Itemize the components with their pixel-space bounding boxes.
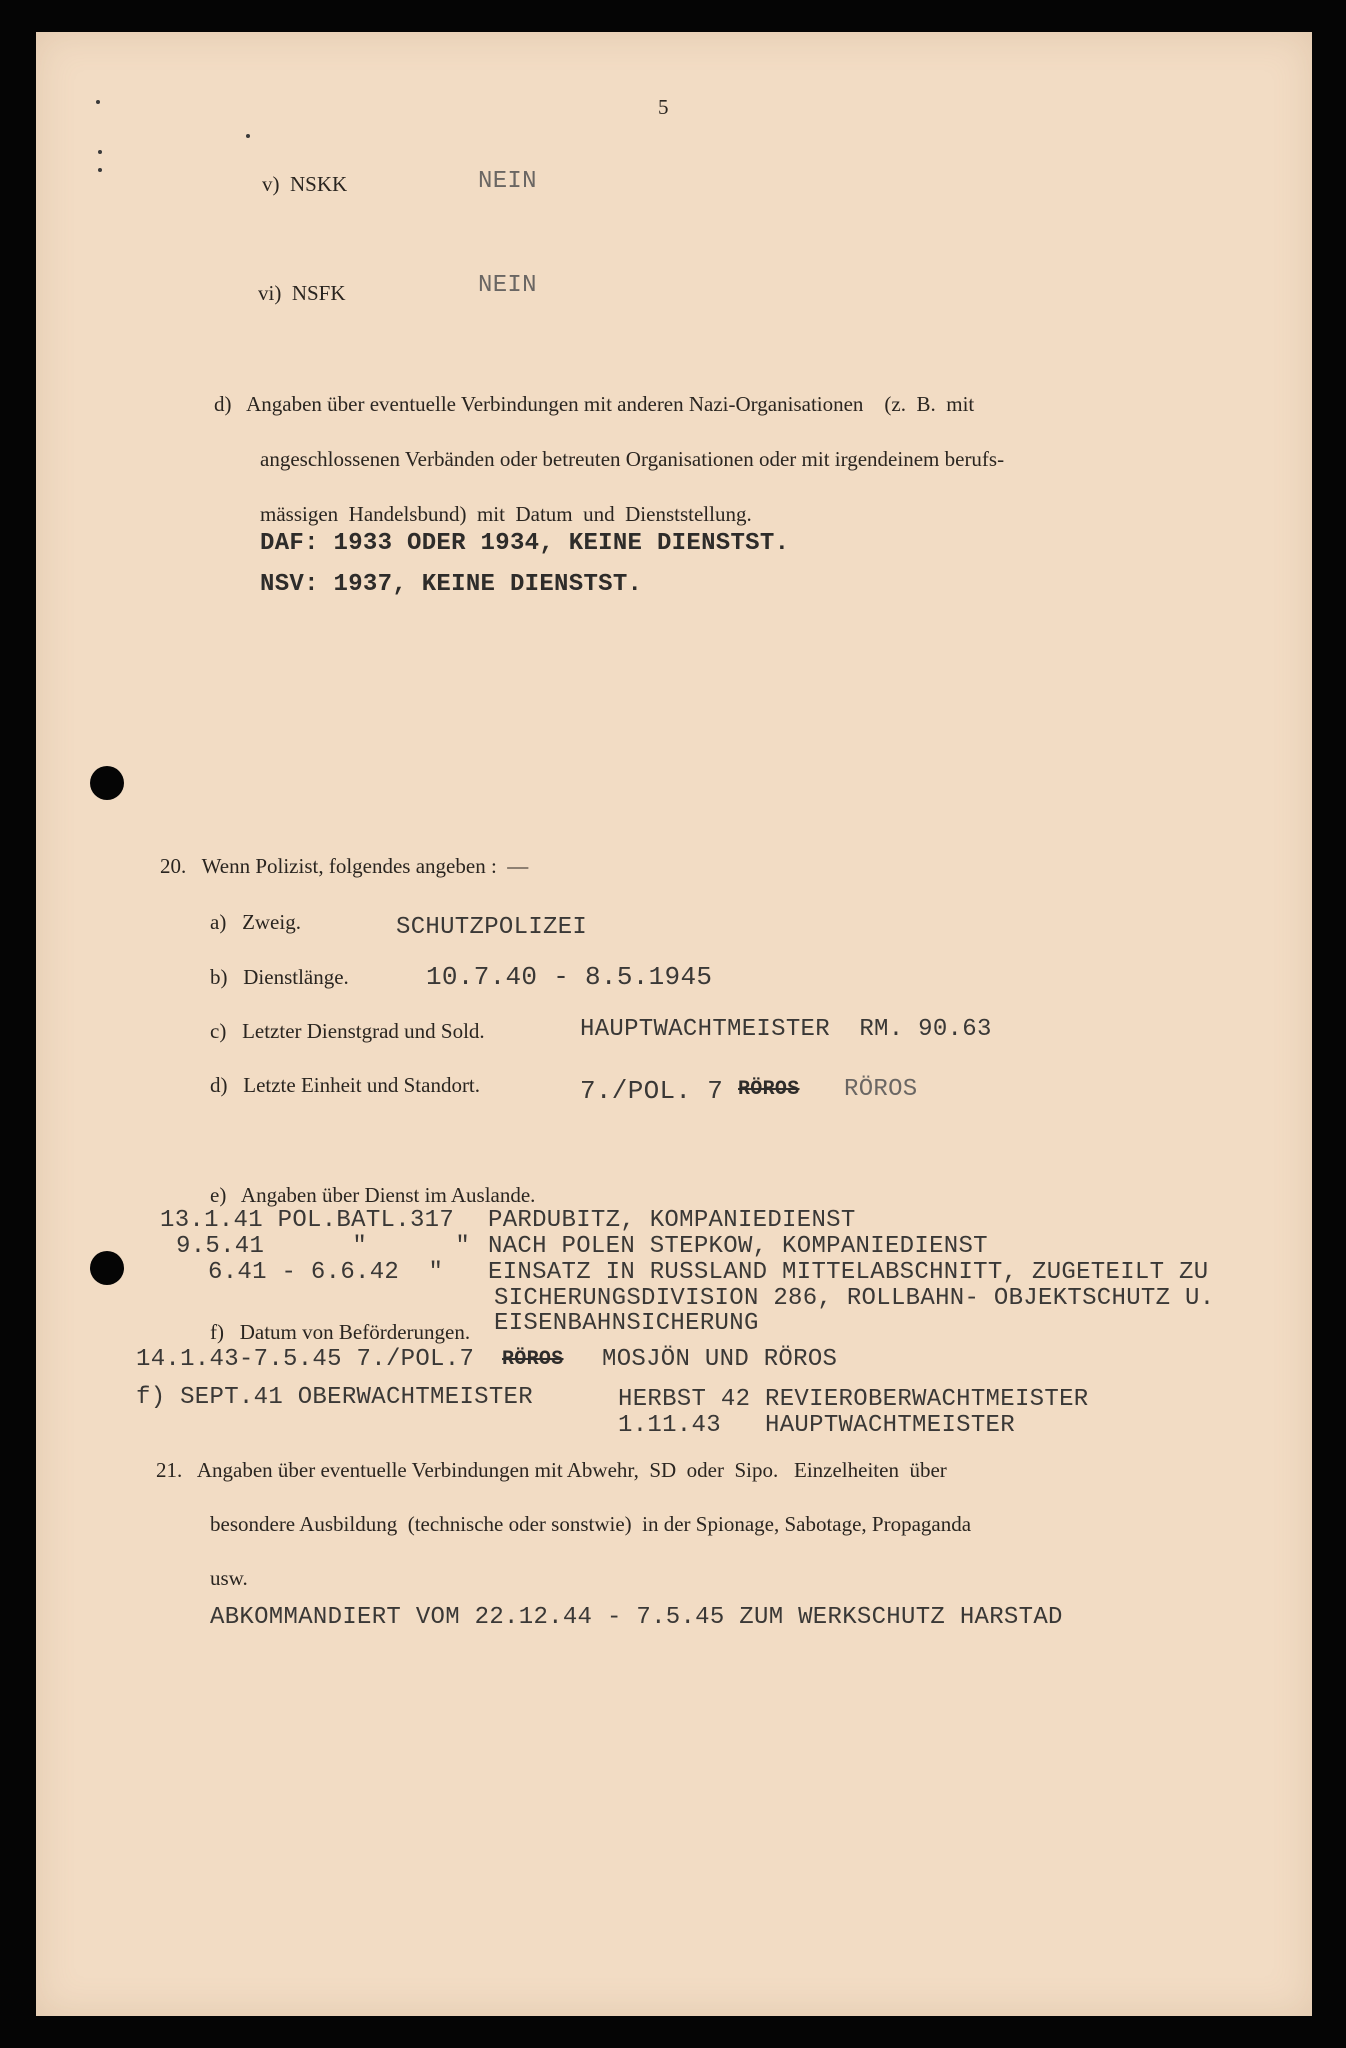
page-number: 5 xyxy=(658,95,669,119)
q20-f-row2-a: f) SEPT.41 OBERWACHTMEISTER xyxy=(136,1384,533,1411)
q20-e-date-1: 13.1.41 POL.BATL.317 xyxy=(160,1207,455,1234)
q20-c-label: c) Letzter Dienstgrad und Sold. xyxy=(210,1019,485,1043)
speck-mark xyxy=(246,134,250,138)
q20-f-row1-b: MOSJÖN UND RÖROS xyxy=(602,1346,838,1373)
q20-a-label: a) Zweig. xyxy=(210,910,301,934)
item-vi-label: vi) NSFK xyxy=(258,281,346,305)
q21-line3: usw. xyxy=(210,1566,248,1590)
q20-f-row3: 1.11.43 HAUPTWACHTMEISTER xyxy=(618,1412,1015,1439)
q20-e-cont-2: EISENBAHNSICHERUNG xyxy=(494,1310,759,1337)
q21-line2: besondere Ausbildung (technische oder sonstwie) in der Spionage, Sabotage, Propaganda xyxy=(210,1512,972,1536)
punch-hole-icon xyxy=(90,766,124,800)
q20-b-value: 10.7.40 - 8.5.1945 xyxy=(426,962,713,992)
q20-e-text-1: PARDUBITZ, KOMPANIEDIENST xyxy=(488,1207,856,1234)
q20-a-value: SCHUTZPOLIZEI xyxy=(396,914,588,941)
speck-mark xyxy=(96,100,100,104)
punch-hole-icon xyxy=(90,1251,124,1285)
section-d-answer-2: NSV: 1937, KEINE DIENSTST. xyxy=(260,571,643,598)
q21-line1: 21. Angaben über eventuelle Verbindungen mit Abwehr, SD oder Sipo. Einzelheiten über xyxy=(156,1458,947,1482)
section-d-answer-1: DAF: 1933 ODER 1934, KEINE DIENSTST. xyxy=(260,530,790,557)
q20-e-cont-1: SICHERUNGSDIVISION 286, ROLLBAHN- OBJEKTSCHUTZ U. xyxy=(494,1285,1215,1312)
speck-mark xyxy=(98,168,102,172)
q20-e-text-3: EINSATZ IN RUSSLAND MITTELABSCHNITT, ZUGETEILT ZU xyxy=(488,1259,1209,1286)
section-d-line3: mässigen Handelsbund) mit Datum und Dienststellung. xyxy=(260,502,752,526)
q20-d-value2: RÖROS xyxy=(844,1076,918,1103)
q20-f-row1-struck: RÖROS xyxy=(502,1348,564,1371)
q20-d-value: 7./POL. 7 xyxy=(580,1076,724,1106)
q20-e-date-3: 6.41 - 6.6.42 " xyxy=(208,1259,444,1286)
section-d-line1: d) Angaben über eventuelle Verbindungen mit anderen Nazi-Organisationen (z. B. mit xyxy=(214,392,975,416)
q20-d-struck: RÖROS xyxy=(738,1078,800,1101)
speck-mark xyxy=(98,150,102,154)
q20-header: 20. Wenn Polizist, folgendes angeben : — xyxy=(160,854,529,878)
q20-e-text-2: NACH POLEN STEPKOW, KOMPANIEDIENST xyxy=(488,1233,988,1260)
q20-f-row2-b: HERBST 42 REVIEROBERWACHTMEISTER xyxy=(618,1386,1089,1413)
q20-e-date-2: 9.5.41 " " xyxy=(176,1233,471,1260)
item-vi-answer: NEIN xyxy=(478,272,537,299)
q20-b-label: b) Dienstlänge. xyxy=(210,965,349,989)
q20-f-row1-a: 14.1.43-7.5.45 7./POL.7 xyxy=(136,1346,475,1373)
item-v-answer: NEIN xyxy=(478,168,537,195)
q21-answer: ABKOMMANDIERT VOM 22.12.44 - 7.5.45 ZUM WERKSCHUTZ HARSTAD xyxy=(210,1604,1063,1631)
item-v-label: v) NSKK xyxy=(262,172,348,196)
q20-f-label: f) Datum von Beförderungen. xyxy=(210,1320,471,1344)
q20-c-value: HAUPTWACHTMEISTER RM. 90.63 xyxy=(580,1016,992,1043)
q20-d-label: d) Letzte Einheit und Standort. xyxy=(210,1073,481,1097)
q20-e-label: e) Angaben über Dienst im Auslande. xyxy=(210,1183,536,1207)
section-d-line2: angeschlossenen Verbänden oder betreuten Organisationen oder mit irgendeinem berufs- xyxy=(260,447,1005,471)
